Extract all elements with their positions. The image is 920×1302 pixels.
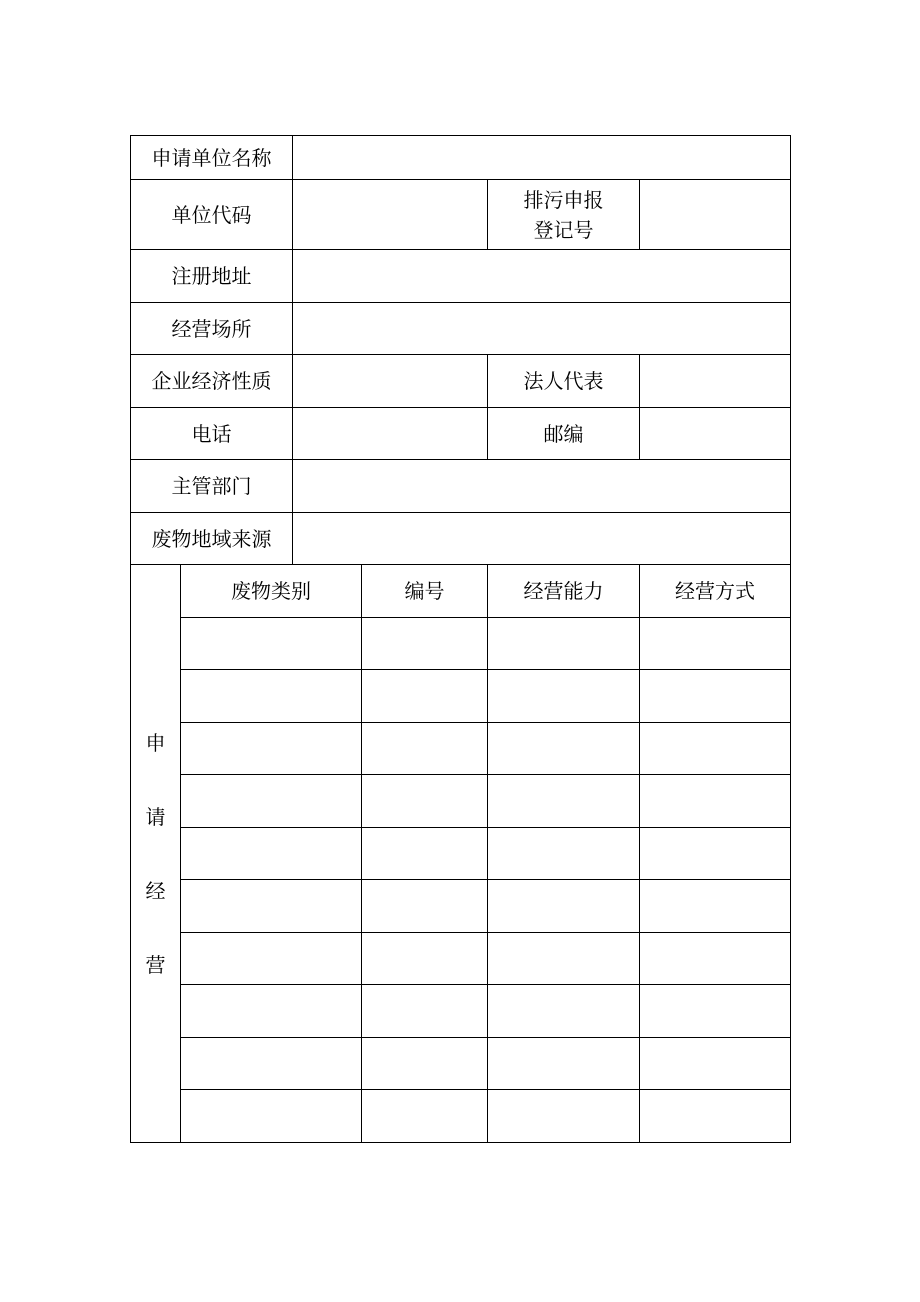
capacity-cell[interactable]	[488, 1038, 640, 1090]
row-applicant-name	[131, 136, 791, 180]
method-cell[interactable]	[640, 618, 791, 670]
unit-code-label: 单位代码	[131, 180, 293, 250]
header-code: 编号	[362, 565, 488, 618]
method-cell[interactable]	[640, 1090, 791, 1143]
waste-category-cell[interactable]	[181, 1038, 362, 1090]
method-cell[interactable]	[640, 670, 791, 723]
capacity-cell[interactable]	[488, 670, 640, 723]
unit-code-field[interactable]	[293, 180, 488, 250]
header-capacity: 经营能力	[488, 565, 640, 618]
capacity-cell[interactable]	[488, 828, 640, 880]
capacity-cell[interactable]	[488, 933, 640, 985]
phone-label: 电话	[131, 408, 293, 460]
discharge-reg-label	[488, 180, 640, 250]
discharge-reg-field[interactable]	[640, 180, 791, 250]
application-side-label	[131, 565, 181, 1143]
row-phone	[131, 408, 791, 460]
waste-category-cell[interactable]	[181, 775, 362, 828]
waste-category-cell[interactable]	[181, 1090, 362, 1143]
table-row	[131, 880, 791, 933]
discharge-reg-label-line1: 排污申报	[523, 187, 604, 212]
table-row	[131, 618, 791, 670]
registered-address-field[interactable]	[293, 250, 791, 303]
application-header-row	[131, 565, 791, 618]
economic-nature-label: 企业经济性质	[131, 355, 293, 408]
authority-label: 主管部门	[131, 460, 293, 513]
waste-category-cell[interactable]	[181, 723, 362, 775]
code-cell[interactable]	[362, 723, 488, 775]
method-cell[interactable]	[640, 828, 791, 880]
economic-nature-field[interactable]	[293, 355, 488, 408]
row-registered-address	[131, 250, 791, 303]
row-authority	[131, 460, 791, 513]
legal-rep-label: 法人代表	[488, 355, 640, 408]
method-cell[interactable]	[640, 933, 791, 985]
table-row	[131, 933, 791, 985]
side-char-3: 经	[145, 878, 166, 903]
business-site-label: 经营场所	[131, 303, 293, 355]
method-cell[interactable]	[640, 775, 791, 828]
postcode-field[interactable]	[640, 408, 791, 460]
row-economic-nature	[131, 355, 791, 408]
capacity-cell[interactable]	[488, 618, 640, 670]
table-row	[131, 1090, 791, 1143]
table-row	[131, 985, 791, 1038]
capacity-cell[interactable]	[488, 880, 640, 933]
capacity-cell[interactable]	[488, 723, 640, 775]
capacity-cell[interactable]	[488, 985, 640, 1038]
legal-rep-field[interactable]	[640, 355, 791, 408]
application-side-label-text	[131, 706, 180, 1002]
code-cell[interactable]	[362, 985, 488, 1038]
side-char-4: 营	[145, 952, 166, 977]
authority-field[interactable]	[293, 460, 791, 513]
table-row	[131, 775, 791, 828]
side-char-2: 请	[145, 804, 166, 829]
code-cell[interactable]	[362, 1090, 488, 1143]
header-waste-category: 废物类别	[181, 565, 362, 618]
applicant-name-field[interactable]	[293, 136, 791, 180]
waste-category-cell[interactable]	[181, 880, 362, 933]
row-waste-origin	[131, 513, 791, 565]
waste-category-cell[interactable]	[181, 828, 362, 880]
waste-category-cell[interactable]	[181, 670, 362, 723]
code-cell[interactable]	[362, 1038, 488, 1090]
table-row	[131, 723, 791, 775]
code-cell[interactable]	[362, 775, 488, 828]
business-site-field[interactable]	[293, 303, 791, 355]
method-cell[interactable]	[640, 880, 791, 933]
side-char-1: 申	[145, 730, 166, 755]
table-row	[131, 828, 791, 880]
waste-category-cell[interactable]	[181, 618, 362, 670]
method-cell[interactable]	[640, 723, 791, 775]
applicant-name-label: 申请单位名称	[131, 136, 293, 180]
waste-category-cell[interactable]	[181, 933, 362, 985]
waste-category-cell[interactable]	[181, 985, 362, 1038]
waste-origin-label: 废物地域来源	[131, 513, 293, 565]
row-business-site	[131, 303, 791, 355]
application-form-table	[130, 135, 791, 1143]
row-unit-code	[131, 180, 791, 250]
phone-field[interactable]	[293, 408, 488, 460]
code-cell[interactable]	[362, 828, 488, 880]
method-cell[interactable]	[640, 1038, 791, 1090]
postcode-label: 邮编	[488, 408, 640, 460]
registered-address-label: 注册地址	[131, 250, 293, 303]
code-cell[interactable]	[362, 670, 488, 723]
capacity-cell[interactable]	[488, 775, 640, 828]
waste-origin-field[interactable]	[293, 513, 791, 565]
table-row	[131, 1038, 791, 1090]
code-cell[interactable]	[362, 880, 488, 933]
header-method: 经营方式	[640, 565, 791, 618]
discharge-reg-label-line2: 登记号	[533, 217, 594, 242]
code-cell[interactable]	[362, 933, 488, 985]
capacity-cell[interactable]	[488, 1090, 640, 1143]
code-cell[interactable]	[362, 618, 488, 670]
table-row	[131, 670, 791, 723]
method-cell[interactable]	[640, 985, 791, 1038]
